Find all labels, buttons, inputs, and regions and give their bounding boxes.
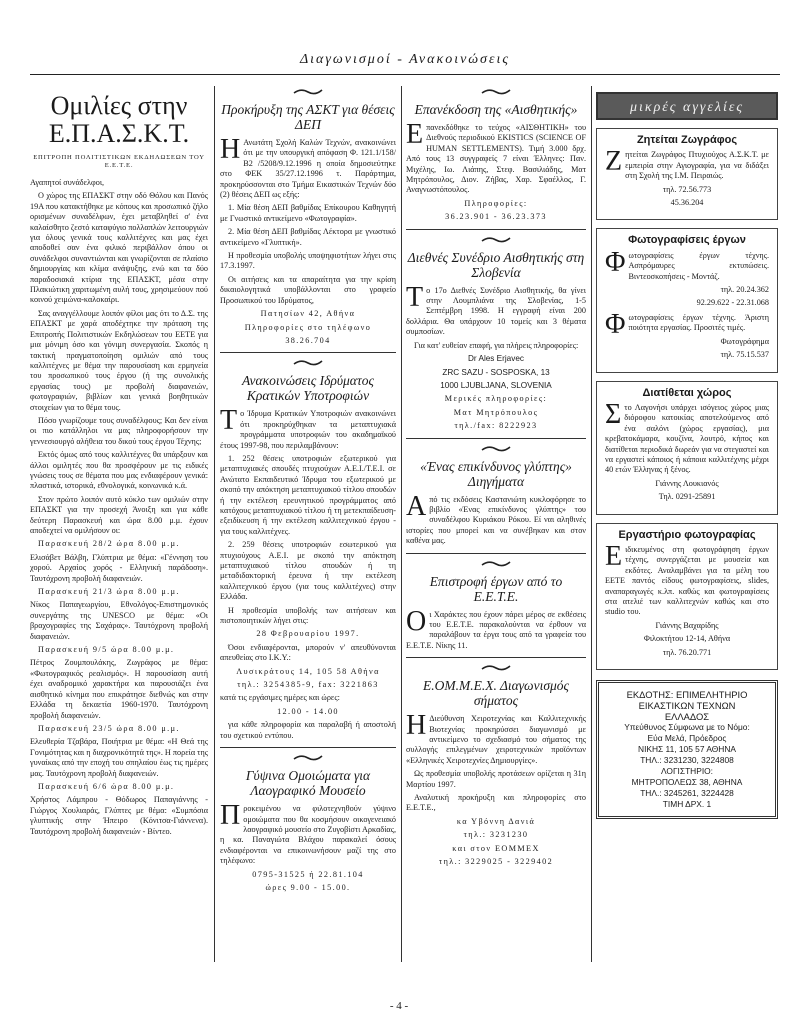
ad-text: ιδικευμένος στη φωτογράφηση έργων τέχνης, συνεργάζεται με μουσεία και εκδότες. Αναλαμβάνει για τα μέλη του ΕΕΤΕ παντός είδους φωτογραφίσεις, slides, αναπαραγωγές κ.λπ. καθώς και φωτογραφίσεις στα ατελιέ των καλλιτεχνών καθώς και στο studio του.: [605, 544, 769, 617]
dropcap: Φ: [605, 308, 626, 340]
divider: [406, 438, 586, 439]
contact-name: Ματ Μητρόπουλος: [453, 407, 539, 417]
header-rule: [30, 74, 780, 75]
phone: τηλ.: 3254385-9, fax: 3221863: [237, 680, 379, 690]
dropcap: Τ: [406, 281, 424, 313]
publisher-line: ΤΗΛ.: 3231230, 3224808: [640, 755, 734, 766]
paragraph: 2. 259 θέσεις υποτροφιών εσωτερικού για πτυχιούχους Α.Ε.Ι. με σκοπό την απόκτηση μεταπτυχιακού τίτλου σπουδών ή τη μεταδιδακτορική έρευνα ή την εκτέλεση καλλιτεχνικού έργου (για τους καλλιτέχνες) στην Ελλάδα.: [220, 540, 396, 602]
ad-title: Εργαστήριο φωτογραφίας: [618, 528, 756, 541]
article-title: «Ένας επικίνδυνος γλύπτης» Διηγήματα: [420, 458, 572, 489]
dropcap: Ο: [406, 605, 427, 637]
publisher-line: ΤΗΛ.: 3245261, 3224428: [640, 788, 734, 799]
paragraph: Σας αναγγέλλουμε λοιπόν φίλοι μας ότι το Δ.Σ. της ΕΠΑΣΚΤ με χαρά αποδέχτηκε την πρόταση της Επιτροπής Πολιτιστικών Εκδηλώσεων του ΕΕΤΕ για μια μόνιμη όσο και γόνιμη συνεργασία. Σκοπός η τακτική πραγματοποίηση ομιλιών από τους καλλιτέχνες με θέμα την παρουσίαση και ερμηνεία του προσωπικού τους έργου (ή της συνολικής εργασίας τους) με προβολή διαφανειών, φωτογραφιών, βιβλίων και γενικά βοηθητικών στοιχείων για το θέμα τους.: [30, 308, 208, 412]
paragraph: Ο χώρος της ΕΠΑΣΚΤ στην οδό Θόλου και Πανός 19Α που κατακτήθηκε με κόπους και προσωπικό ζήλο ορισμένων συναδέλφων, έχει μεταβληθεί σ' ένα καλαίσθητο ζεστό καταφύγιο πολλαπλών λειτουργιών για όλους γενικά τους καλλιτέχνες και μας έχει αποδοθεί σαν ένα φιλικό περιβάλλον όπου οι συνάδελφοι συναντιώνται και γνωρίζονται σε πλαίσιο δημιουργίας και κλίμα ανάψυξης, ενώ και τα δύο παραδοσιακά κτίρια της ΕΠΑΣΚΤ, μέσα στην Πλακιώτικη χαριτωμένη αυλή τους, χρησιμεύουν πού κοινού χειμώνα-καλοκαίρι.: [30, 191, 208, 305]
ad-contact: Φωτογράφημα: [720, 336, 769, 346]
dropcap: Η: [220, 134, 241, 165]
paragraph: ι Χαράκτες που έχουν πάρει μέρος σε εκθέσεις του Ε.Ε.Τ.Ε. παρακαλούνται να έρθουν να παραλάβουν τα έργα τους από τα γραφεία του Ε.Ε.Τ.Ε. Νίκης 11.: [406, 609, 586, 650]
dropcap: Ε: [406, 119, 424, 150]
ad-title: Φωτογραφίσεις έργων: [628, 234, 746, 247]
paragraph: πό τις εκδόσεις Καστανιώτη κυκλοφόρησε το βιβλίο «Ένας επικίνδυνος γλύπτης» του συναδέλφου Κυριάκου Ρόκου. Εί ναι αληθινές ιστορίες που μπορεί και να συνέβηκαν και στον καθένα μας.: [406, 494, 586, 546]
ornament-icon: [220, 754, 396, 764]
paragraph: Πόσο γνωρίζουμε τους συναδέλφους; Και δεν είναι οι πιο κατάλληλοι να μας πληροφορήσουν την γεννεσιουργό αλήθεια του δικού τους έργου Τέχνης;: [30, 415, 208, 446]
phone: τηλ./fax: 8222923: [454, 421, 538, 431]
info-label: Μερικές πληροφορίες:: [444, 394, 548, 404]
event-text: Πέτρος Ζουμπουλάκης, Ζωγράφος με θέμα: «Φωτογραφικός ρεαλισμός». Η παρουσίαση αυτή έχει αναδρομικό χαρακτήρα και παρουσιάζει ένα αισθητικό κίνημα που επικράτησε διεθνώς και στην Ελλάδα τη δεκαετία 1960-1970. Ταυτόχρονη προβολή διαφανειών.: [30, 658, 208, 720]
ad-title: Ζητείται Ζωγράφος: [636, 134, 738, 146]
publisher-box: [596, 680, 778, 819]
article-title: Επανέκδοση της «Αισθητικής»: [414, 102, 578, 117]
paragraph: Εκτός όμως από τους καλλιτέχνες θα υπάρξουν και άλλοι ομιλητές που θα προσφέρουν με τις ειδικές γνώσεις τους σε θέματα που μας ενδιαφέρουν γενικά: πλαστικά, ιστορικά, εθνολογικά, κοινωνικά κ.ά.: [30, 450, 208, 491]
article-title: Διεθνές Συνέδριο Αισθητικής στη Σλοβενία: [407, 249, 585, 280]
publisher-line: Εύα Μελά, Πρόεδρος: [647, 733, 727, 744]
classified-ad: [596, 381, 778, 515]
phone: 36.23.901 - 36.23.373: [445, 212, 547, 222]
publisher-line: Υπεύθυνος Σύμφωνα με το Νόμο:: [624, 722, 750, 733]
column-classifieds: [596, 82, 778, 819]
paragraph: 2. Μία θέση ΔΕΠ βαθμίδας Λέκτορα με γνωστικό αντικείμενο «Γλυπτική».: [220, 227, 396, 247]
paragraph: για κάθε πληροφορία και παραλαβή ή αποστολή του σχετικού εντύπου.: [220, 720, 396, 740]
dropcap: Π: [220, 800, 241, 832]
publisher-line: ΝΙΚΗΣ 11, 105 57 ΑΘΗΝΑ: [638, 744, 736, 755]
divider: [220, 352, 396, 353]
article-title: Γύψινα Ομοιώματα για Λαογραφικό Μουσείο: [245, 768, 371, 799]
ornament-icon: [220, 88, 396, 98]
ornament-icon: [220, 359, 396, 369]
ad-text: το Λαγονήσι υπάρχει ισόγειος χώρος μιας διόροφου κατοικίας αποτελούμενος από ένα σαλόνι (χώρος εργασίας), μια κρεβατοκάμαρα, κουζίνα, λουτρό, κήπος και διατίθεται περιοδικά δωρεάν για να στεγαστεί και να εργαστεί κάποιος ή κάποια καλλιτέχνης μέχρι 40 ετών Έλληνας ή ξένος.: [605, 402, 769, 475]
ad-text: ητείται Ζωγράφος Πτυχιούχος Α.Σ.Κ.Τ. με εμπειρία στην Αγιογραφία, για να διδάξει στη Σχολή της Ι.Μ. Πειραιώς.: [625, 150, 769, 181]
paragraph: Οι αιτήσεις και τα απαραίτητα για την κρίση δικαιολογητικά υποβάλλονται στο γραφείο Προσωπικού του Ιδρύματος,: [220, 274, 396, 305]
event-text: Ελευθερία Τζαβάρα, Ποιήτρια με θέμα: «Η Θεά της Γονιμότητας και η διαχρονικότητά της». Η πορεία της γυναίκας από την εποχή του σπηλαίου έως τις ημέρες μας. Ταυτόχρονη προβολή διαφανειών.: [30, 737, 208, 778]
paragraph: Η προθεσμία υποβολής των αιτήσεων και πιστοποιητικών λήγει στις:: [220, 605, 396, 626]
hours: 12.00 - 14.00: [277, 706, 339, 716]
phone: τηλ.: 3229025 - 3229402: [438, 857, 554, 867]
dropcap: Α: [406, 490, 427, 522]
info-label: Πληροφορίες στο τηλέφωνο: [244, 322, 372, 332]
phone: τηλ.: 3231230: [463, 830, 529, 840]
paragraph: Όσοι ενδιαφέρονται, μπορούν ν' απευθύνονται απευθείας στο Ι.Κ.Υ.:: [220, 642, 396, 663]
article-title: Επιστροφή έργων από το Ε.Ε.Τ.Ε.: [429, 573, 563, 604]
article-title: Ε.ΟΜ.Μ.Ε.Χ. Διαγωνισμός σήματος: [422, 678, 569, 709]
paragraph: Ως προθεσμία υποβολής προτάσεων ορίζεται η 31η Μαρτίου 1997.: [406, 769, 586, 789]
publisher-line: ΕΚΔΟΤΗΣ: ΕΠΙΜΕΛΗΤΗΡΙΟ: [626, 689, 748, 701]
classified-ad: [596, 128, 778, 220]
ad-contact: τηλ. 75.15.537: [720, 350, 769, 360]
event-date: Παρασκευή 23/5 ώρα 8.00 μ.μ.: [38, 723, 180, 733]
divider: [406, 657, 586, 658]
article-title: Προκήρυξη της ΑΣΚΤ για θέσεις ΔΕΠ: [221, 102, 395, 132]
column-lectures: [30, 82, 208, 840]
paragraph: Στον πρώτο λοιπόν αυτό κύκλο των ομιλιών στην ΕΠΑΣΚΤ για την προσεχή Άνοιξη και για κάθε δεύτερη Παρασκευή και ώρα 8.00 μ.μ. έχουν αποδεχτεί να ομιλήσουν οι:: [30, 494, 208, 535]
paragraph: 1. Μία θέση ΔΕΠ βαθμίδας Επίκουρου Καθηγητή με Γνωστικό αντικείμενο «Φωτογραφία».: [220, 203, 396, 223]
paragraph: Ανωτάτη Σχολή Καλών Τεχνών, ανακοινώνει ότι με την υπουργική απόφαση Φ. 121.1/158/Β2 /5208/9.12.1996 η οποία δημοσιεύτηκε στο ΦΕΚ 35/27.12.1996 τ. Παράρτημα, προκηρύσσονται στο Τμήμα Εικαστικών Τεχνών δύο (2) θέσεις ΔΕΠ ως εξής:: [220, 138, 396, 200]
ornament-icon: [406, 664, 586, 674]
publisher-line: ΕΛΛΑΔΟΣ: [664, 711, 710, 723]
dropcap: Σ: [605, 398, 622, 430]
address: 1000 LJUBLJANA, SLOVENIA: [440, 380, 552, 390]
event-text: Ελισάβετ Βάλβη, Γλύπτρια με θέμα: «Γέννηση του χορού. Αρχαίος χορός - Ελληνική παράδοση». Ταυτόχρονη προβολή διαφανειών.: [30, 552, 208, 583]
column-divider: [214, 86, 215, 962]
ad-contact: τηλ. 20.24.362: [720, 285, 769, 295]
column-announcements-2: [406, 82, 586, 870]
divider: [406, 229, 586, 230]
ad-text: ωτογραφίσεις έργων τέχνης. Άριστη ποιότητα εργασίας. Προσιτές τιμές.: [628, 312, 769, 333]
page-header: [30, 50, 780, 68]
ornament-icon: [406, 560, 586, 570]
greeting: Αγαπητοί συνάδελφοι,: [30, 178, 105, 187]
address: Dr Ales Erjavec: [468, 354, 524, 364]
ornament-icon: [406, 236, 586, 246]
paragraph: πανεκδόθηκε το τεύχος «ΑΙΣΘΗΤΙΚΗ» του Διεθνούς περιοδικού EKISTICS (SCIENCE OF HUMAN SETTLEMENTS). Τιμή 3.000 δρχ. Από τους 13 συγγραφείς 7 είναι Έλληνες: Παν. Μιχέλης, Ιω. Λιάπης, Στεφ. Βασιλιάδης, Ματ Μητρόπουλος, Διον. Ζήβας, Χαρ. Σφαέλλος, Γ. Αναγνωστόπουλος.: [406, 123, 586, 195]
event-date: Παρασκευή 28/2 ώρα 8.00 μ.μ.: [38, 539, 180, 549]
paragraph: 1. 252 θέσεις υποτροφιών εξωτερικού για μεταπτυχιακές σπουδές πτυχιούχων Α.Ε.Ι./Τ.Ε.Ι. σε Ανώτατο Εκπαιδευτικό Ίδρυμα του εξωτερικού με σκοπό την απόκτηση μεταπτυχιακού τίτλου σπουδών ή την εκτέλεση ερευνητικού προγράμματος από κατόχους μεταπτυχιακού τίτλου ή τη μετεκπαίδευση-εξειδίκευση ή την εκτέλεση καλλιτεχνικού έργου - για τους καλλιτέχνες.: [220, 453, 396, 536]
paragraph: ο Ίδρυμα Κρατικών Υποτροφιών ανακοινώνει ότι προκηρύχθηκαν τα μεταπτυχιακά προγράμματα υποτροφιών του ακαδημαϊκού έτους 1997-98, που περιλαμβάνουν:: [220, 409, 396, 450]
publisher-line: ΕΙΚΑΣΤΙΚΩΝ ΤΕΧΝΩΝ: [638, 700, 736, 712]
ad-contact: Γιάννης Βαχαρίδης: [655, 620, 719, 630]
event-text: Χρήστος Λάμπρου - Θόδωρος Παπαγιάννης - Γιώργος Χουλιαράς, Γλύπτες με θέμα: «Συμπόσια γλυπτικής στην Ήπειρο (Κόνιτσα-Γιάννενα). Ταυτόχρονη προβολή διαφανειών - Βίντεο.: [30, 795, 208, 836]
phone: 38.26.704: [285, 335, 331, 345]
classifieds-banner: μικρές αγγελίες: [596, 92, 778, 120]
dropcap: Τ: [220, 405, 238, 437]
ornament-icon: [406, 445, 586, 455]
contact-name: κα Υβόννη Δανιά: [456, 816, 536, 826]
ornament-icon: [406, 88, 586, 98]
address: Πατησίων 42, Αθήνα: [260, 309, 356, 319]
paragraph: ροκειμένου να φιλοτεχνηθούν γύψινο ομοιώματα που θα κοσμήσουν οικογενειακό λαογραφικό μουσείο στο Ζυγοβίστι Αρκαδίας, η κα. Παναγιώτα Βλάχου παρακαλεί όσους ενδιαφέρονται να επικοινωνήσουν μαζί της στο τηλέφωνο:: [220, 804, 396, 866]
paragraph: Αναλυτική προκήρυξη και πληροφορίες στο Ε.Ε.Τ.Ε.,: [406, 793, 586, 813]
ad-contact: Γιάννης Λουκιανός: [655, 478, 719, 488]
address: ZRC SAZU - SOSPOSKA, 13: [442, 367, 550, 377]
ad-contact: 92.29.622 - 22.31.068: [696, 298, 769, 308]
publisher-line: ΛΟΓΙΣΤΗΡΙΟ:: [661, 766, 713, 777]
paragraph: Διεύθυνση Χειροτεχνίας και Καλλιτεχνικής Βιοτεχνίας προκηρύσσει διαγωνισμό με αντικείμενο το σχεδιασμό του σήματος της συλλογής επιλεγμένων χειροτεχνικών προϊόντων «Ελληνικές Χειροτεχνίες Δημιουργίες».: [406, 714, 586, 765]
event-date: Παρασκευή 21/3 ώρα 8.00 μ.μ.: [38, 587, 180, 597]
publisher-line: ΤΙΜΗ ΔΡΧ. 1: [662, 799, 712, 810]
divider: [220, 747, 396, 748]
publisher-line: ΜΗΤΡΟΠΟΛΕΩΣ 38, ΑΘΗΝΑ: [631, 777, 743, 788]
event-date: Παρασκευή 9/5 ώρα 8.00 μ.μ.: [38, 645, 175, 655]
contact-name: και στον ΕΟΜΜΕΧ: [452, 843, 540, 853]
ad-contact: Τηλ. 0291-25891: [658, 492, 716, 502]
phone: 0795-31525 ή 22.81.104: [252, 869, 364, 879]
ad-contact: Φιλοκτήτου 12-14, Αθήνα: [643, 634, 731, 644]
dropcap: Φ: [605, 246, 626, 278]
event-date: Παρασκευή 6/6 ώρα 8.00 μ.μ.: [38, 781, 175, 791]
dropcap: Η: [406, 710, 427, 742]
classified-ad: [596, 523, 778, 670]
column-divider: [401, 86, 402, 962]
column-divider: [591, 86, 592, 962]
info-label: Πληροφορίες:: [464, 198, 528, 208]
article-title: Ανακοινώσεις Ιδρύματος Κρατικών Υποτροφιών: [242, 373, 374, 404]
article-title-lectures: Ομιλίες στην Ε.Π.Α.Σ.Κ.Τ.: [48, 91, 190, 148]
ad-contact: τηλ. 76.20.771: [662, 647, 712, 657]
ad-title: Διατίθεται χώρος: [642, 386, 732, 399]
address: Λυσικράτους 14, 105 58 Αθήνα: [236, 666, 380, 676]
dropcap: Ε: [605, 540, 623, 572]
divider: [406, 553, 586, 554]
hours: ώρες 9.00 - 15.00.: [265, 882, 351, 892]
deadline: 28 Φεβρουαρίου 1997.: [256, 629, 360, 639]
ad-contact: 45.36.204: [670, 198, 704, 208]
page-number: - 4 -: [389, 1000, 409, 1012]
ad-contact: τηλ. 72.56.773: [662, 184, 712, 194]
column-announcements-1: [220, 82, 396, 896]
paragraph: Η προθεσμία υποβολής υποψηφιοτήτων λήγει στις 17.3.1997.: [220, 251, 396, 271]
event-text: Νίκος Παπαγεωργίου, Εθνολόγος-Επιστημονικός συνεργάτης της UNESCO με θέμα: «Οι βραχογραφίες της Σαχάρας». Ταυτόχρονη προβολή διαφανειών.: [30, 600, 208, 641]
section-title: Διαγωνισμοί - Ανακοινώσεις: [299, 52, 511, 67]
article-byline: ΕΠΙΤΡΟΠΗ ΠΟΛΙΤΙΣΤΙΚΩΝ ΕΚΔΗΛΩΣΕΩΝ ΤΟΥ Ε.Ε.Τ.Ε.: [33, 154, 205, 169]
ad-text: ωτογραφίσεις έργων τέχνης. Ασπρόμαυρες εκτυπώσεις. Βιντεοσκοπήσεις - Μοντάζ.: [628, 250, 769, 281]
classified-ad: [596, 228, 778, 372]
paragraph: κατά τις εργάσιμες ημέρες και ώρες:: [220, 693, 340, 703]
paragraph: Για κατ' ευθείαν επαφή, για πλήρεις πληροφορίες:: [414, 340, 579, 350]
paragraph: ο 17ο Διεθνές Συνέδριο Αισθητικής, θα γίνει στην Λουμπλιάνα της Σλοβενίας, 1-5 Σεπτέμβρη 1998. Η εγγραφή είναι 200 δολλάρια. Θα υπάρχουν 10 τομείς και 3 θέματα συμποσίων.: [406, 285, 586, 337]
dropcap: Ζ: [605, 146, 623, 178]
